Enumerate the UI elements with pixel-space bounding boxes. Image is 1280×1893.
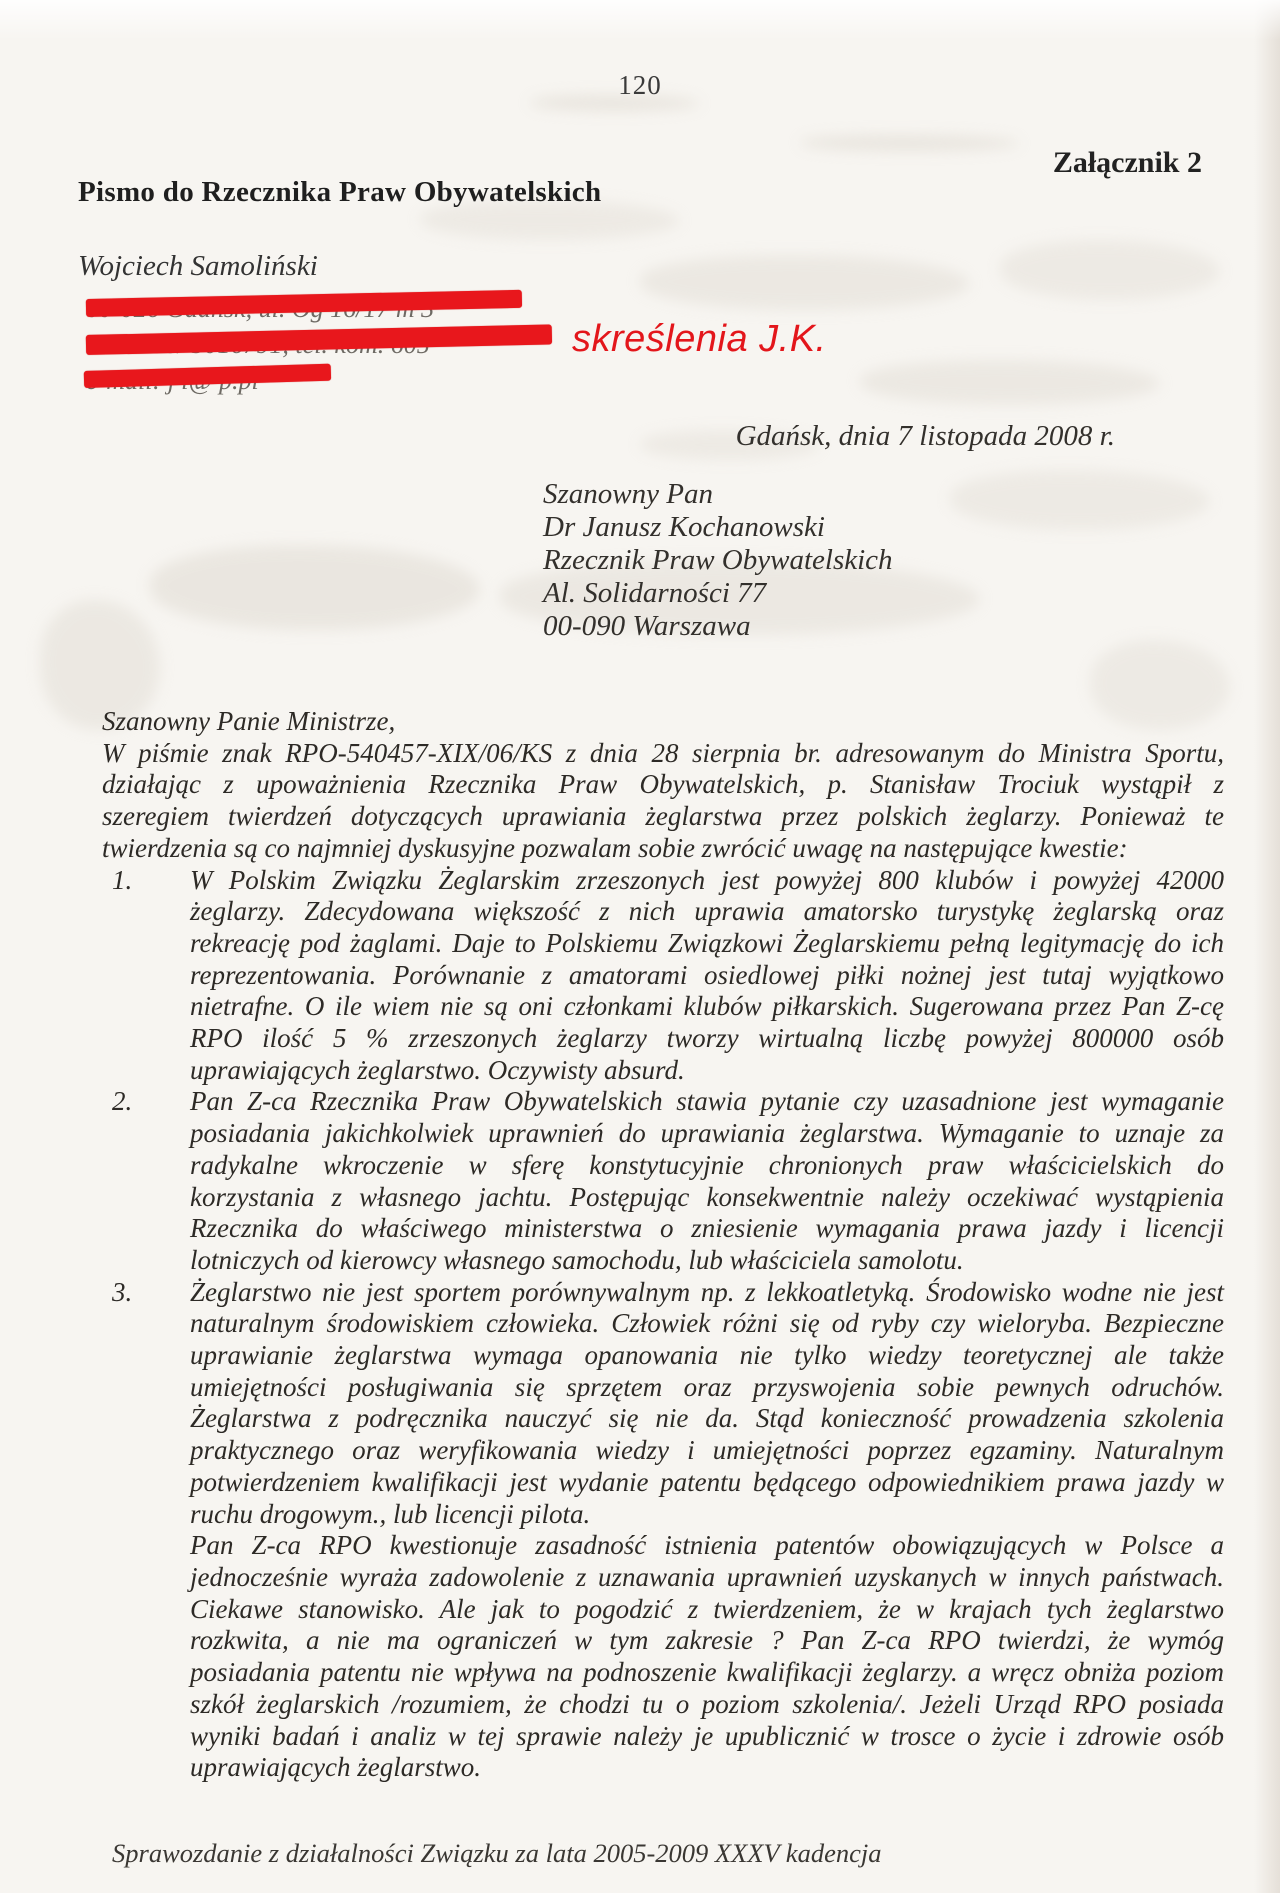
scan-edge-highlight [0,0,1280,40]
item-text [190,865,1224,1087]
attachment-label: Załącznik 2 [1052,146,1202,179]
bleedthrough-artifact [150,545,480,630]
bleedthrough-artifact [640,255,970,310]
text-line: Żeglarstwa z podręcznika nauczyć się nie da. Stąd konieczność prowadzenia szkolenia [190,1403,1224,1434]
redaction-annotation: skreślenia J.K. [572,318,827,360]
item-text [190,1277,1224,1531]
item-continuation-text [190,1530,1224,1784]
text-line: nietrafne. O ile wiem nie są oni członkami klubów piłkarskich. Sugerowana przez Pan Z-cę [190,991,1224,1022]
text-line: W piśmie znak RPO-540457-XIX/06/KS z dnia 28 sierpnia br. adresowanym do Ministra Sportu, [102,737,1224,768]
text-line: korzystania z własnego jachtu. Postępując konsekwentnie należy oczekiwać wystąpienia [190,1181,1224,1212]
text-line: szeregiem twierdzeń dotyczących uprawiania żeglarstwa przez polskich żeglarzy. Ponieważ te [102,801,1224,832]
text-line: RPO ilość 5 % zrzeszonych żeglarzy tworzy wirtualną liczbę powyżej 800000 osób [190,1023,1224,1054]
text-line: Szanowny Pan [543,478,713,510]
date-line: Gdańsk, dnia 7 listopada 2008 r. [735,420,1115,452]
text-line: lotniczych od kierowcy własnego samochodu, lub właściciela samolotu. [190,1244,964,1275]
text-line: żeglarzy. Zdecydowana większość z nich uprawia amatorsko turystykę żeglarską oraz [190,896,1224,927]
text-line: Al. Solidarności 77 [543,577,767,609]
text-line: uprawiających żeglarstwo. [190,1752,481,1783]
text-line: Rzecznika do właściwego ministerstwa o zniesienie wymagania prawa jazdy i licencji [190,1213,1224,1244]
text-line: rekreację pod żaglami. Daje to Polskiemu Związkowi Żeglarskiemu pełną legitymację do ich [190,927,1224,958]
list-item-2 [102,1086,1224,1276]
text-line: twierdzenia są co najmniej dyskusyjne pozwalam sobie zwrócić uwagę na następujące kwestie: [102,832,1128,863]
text-line: Ciekawe stanowisko. Ale jak to pogodzić z twierdzeniem, że w krajach tych żeglarstwo [190,1593,1224,1624]
document-title: Pismo do Rzecznika Praw Obywatelskich [78,176,602,208]
text-line: 00-090 Warszawa [543,610,751,642]
text-line: posiadania jakichkolwiek uprawnień do uprawiania żeglarstwa. Wymaganie to uznaje za [190,1118,1224,1149]
text-line: rozkwita, a nie ma ograniczeń w tym zakresie ? Pan Z-ca RPO twierdzi, że wymóg [190,1625,1224,1656]
sender-name: Wojciech Samoliński [78,250,318,282]
bleedthrough-artifact [1000,240,1220,300]
text-line: Pan Z-ca Rzecznika Praw Obywatelskich stawia pytanie czy uzasadnione jest wymaganie [190,1086,1224,1117]
text-line: naturalnym środowiskiem człowieka. Człowiek różni się od ryby czy wieloryba. Bezpieczne [190,1308,1224,1339]
text-line: umiejętności posługiwania się sprzętem oraz przyswojenia sobie pewnych odruchów. [190,1371,1224,1402]
bleedthrough-artifact [860,360,1160,405]
item-number: 2. [112,1086,133,1117]
list-item-3 [102,1277,1224,1784]
text-line: potwierdzeniem kwalifikacji jest wydanie patentu będącego odpowiednikiem prawa jazdy w [190,1466,1224,1497]
list-item-1 [102,865,1224,1087]
text-line: reprezentowania. Porównanie z amatorami osiedlowej piłki nożnej jest tutaj wyjątkowo [190,959,1224,990]
footer-caption: Sprawozdanie z działalności Związku za lata 2005-2009 XXXV kadencja [112,1838,882,1868]
text-line: uprawiających żeglarstwo. Oczywisty absurd. [190,1054,685,1085]
letter-body [102,706,1224,1784]
bleedthrough-artifact [800,135,1020,151]
item-number: 3. [112,1276,133,1307]
recipient-block [543,478,893,643]
text-line: Pan Z-ca RPO kwestionuje zasadność istnienia patentów obowiązujących w Polsce a [190,1530,1224,1561]
text-line: wyniki badań i analiz w tej sprawie należy je upublicznić w trosce o życie i zdrowie osób [190,1720,1224,1751]
bleedthrough-artifact [950,470,1210,530]
text-line: Żeglarstwo nie jest sportem porównywalnym np. z lekkoatletyką. Środowisko wodne nie jest [190,1276,1224,1307]
text-line: praktycznego oraz weryfikowania wiedzy i umiejętności poprzez egzaminy. Naturalnym [190,1435,1224,1466]
text-line: ruchu drogowym., lub licencji pilota. [190,1498,591,1529]
intro-paragraph [102,738,1224,865]
text-line: uprawianie żeglarstwa wymaga opanowania nie tylko wiedzy teoretycznej ale także [190,1340,1224,1371]
scan-edge-shadow [1254,0,1280,1893]
text-line: działając z upoważnienia Rzecznika Praw Obywatelskich, p. Stanisław Trociuk wystąpił z [102,769,1224,800]
page-number: 120 [618,70,662,100]
text-line: W Polskim Związku Żeglarskim zrzeszonych jest powyżej 800 klubów i powyżej 42000 [190,864,1224,895]
text-line: Dr Janusz Kochanowski [543,511,825,543]
text-line: Rzecznik Praw Obywatelskich [543,544,893,576]
text-line: szkół żeglarskich /rozumiem, że chodzi tu o poziom szkolenia/. Jeżeli Urząd RPO posiada [190,1688,1224,1719]
salutation: Szanowny Panie Ministrze, [102,706,396,736]
text-line: posiadania patentu nie wpływa na podnoszenie kwalifikacji żeglarzy. a wręcz obniża poziom [190,1657,1224,1688]
text-line: radykalne wkroczenie w sferę konstytucyjnie chronionych praw właścicielskich do [190,1149,1224,1180]
text-line: jednocześnie wyraża zadowolenie z uznawania uprawnień uzyskanych w innych państwach. [190,1561,1224,1592]
item-text [190,1086,1224,1276]
item-number: 1. [112,864,133,895]
